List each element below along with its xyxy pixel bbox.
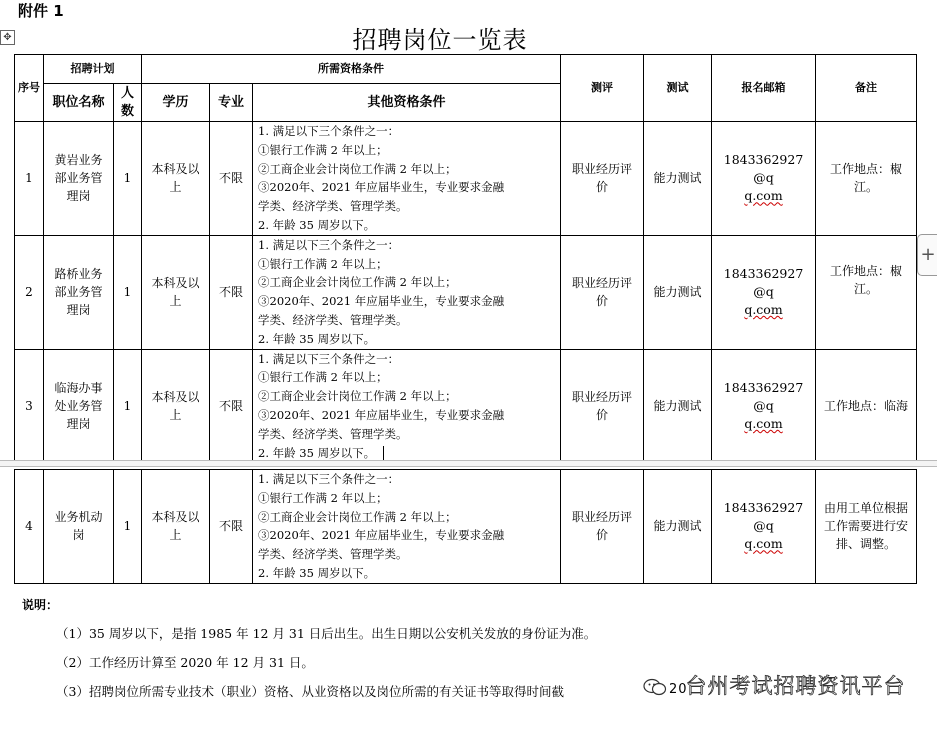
header-education: 学历 (142, 84, 210, 122)
assessment-cell: 职业经历评价 (561, 235, 644, 349)
education-cell: 本科及以上 (142, 235, 210, 349)
assessment-cell: 职业经历评价 (561, 122, 644, 236)
count-cell: 1 (114, 235, 142, 349)
conditions-cell[interactable]: 1. 满足以下三个条件之一： ①银行工作满 2 年以上； ②工商企业会计岗位工作满 2 年以上； ③2020年、2021 年应届毕业生，专业要求金融 学类、经济学类、管理学类。 2. 年龄 35 周岁以下。 (253, 122, 561, 236)
education-cell: 本科及以上 (142, 349, 210, 463)
count-cell: 1 (114, 349, 142, 463)
education-cell: 本科及以上 (142, 470, 210, 584)
email-cell: 1843362927 @q q.com (712, 122, 816, 236)
watermark: 20台州考试招聘资讯平台 (669, 674, 906, 698)
seq-cell: 4 (15, 470, 44, 584)
header-plan: 招聘计划 (44, 55, 142, 84)
seq-cell: 2 (15, 235, 44, 349)
test-cell: 能力测试 (644, 470, 712, 584)
header-qualifications: 所需资格条件 (142, 55, 561, 84)
remarks-cell: 工作地点：椒江。 (816, 235, 917, 349)
major-cell: 不限 (210, 122, 253, 236)
assessment-cell: 职业经历评价 (561, 470, 644, 584)
test-cell: 能力测试 (644, 122, 712, 236)
assessment-cell: 职业经历评价 (561, 349, 644, 463)
email-cell: 1843362927 @q q.com (712, 235, 816, 349)
conditions-cell[interactable]: 1. 满足以下三个条件之一： ①银行工作满 2 年以上； ②工商企业会计岗位工作满 2 年以上； ③2020年、2021 年应届毕业生，专业要求金融 学类、经济学类、管理学类。 2. 年龄 35 周岁以下。 (253, 470, 561, 584)
recruitment-table-continued (14, 469, 917, 584)
email-cell: 1843362927 @q q.com (712, 470, 816, 584)
major-cell: 不限 (210, 349, 253, 463)
page-break (0, 460, 937, 467)
major-cell: 不限 (210, 470, 253, 584)
test-cell: 能力测试 (644, 349, 712, 463)
header-seq: 序号 (15, 55, 44, 122)
recruitment-table (14, 54, 917, 463)
remarks-cell: 工作地点：椒江。 (816, 122, 917, 236)
education-cell: 本科及以上 (142, 122, 210, 236)
test-cell: 能力测试 (644, 235, 712, 349)
table-row (15, 349, 917, 463)
note-item: （1）35 周岁以下，是指 1985 年 12 月 31 日后出生。出生日期以公安机关发放的身份证为准。 (56, 626, 597, 641)
position-cell: 黄岩业务部业务管理岗 (44, 122, 114, 236)
seq-cell: 3 (15, 349, 44, 463)
header-assessment: 测评 (561, 55, 644, 122)
header-position: 职位名称 (44, 84, 114, 122)
count-cell: 1 (114, 470, 142, 584)
conditions-cell[interactable]: 1. 满足以下三个条件之一： ①银行工作满 2 年以上； ②工商企业会计岗位工作满 2 年以上； ③2020年、2021 年应届毕业生，专业要求金融 学类、经济学类、管理学类。 2. 年龄 35 周岁以下。 (253, 235, 561, 349)
header-email: 报名邮箱 (712, 55, 816, 122)
table-row (15, 470, 917, 584)
position-cell: 路桥业务部业务管理岗 (44, 235, 114, 349)
table-move-handle-icon[interactable]: ✥ (0, 30, 15, 45)
remarks-cell: 由用工单位根据工作需要进行安排、调整。 (816, 470, 917, 584)
position-cell: 业务机动岗 (44, 470, 114, 584)
position-cell: 临海办事处业务管理岗 (44, 349, 114, 463)
seq-cell: 1 (15, 122, 44, 236)
note-item: （3）招聘岗位所需专业技术（职业）资格、从业资格以及岗位所需的有关证书等取得时间截 (56, 684, 564, 699)
table-row (15, 122, 917, 236)
header-test: 测试 (644, 55, 712, 122)
attachment-label: 附件 1 (18, 2, 64, 20)
email-cell: 1843362927 @q q.com (712, 349, 816, 463)
page-title: 招聘岗位一览表 (352, 26, 528, 54)
text-cursor (383, 446, 384, 461)
add-column-plus-icon[interactable]: + (917, 234, 937, 276)
remarks-cell: 工作地点：临海 (816, 349, 917, 463)
count-cell: 1 (114, 122, 142, 236)
major-cell: 不限 (210, 235, 253, 349)
header-count: 人数 (114, 84, 142, 122)
header-major: 专业 (210, 84, 253, 122)
note-item: （2）工作经历计算至 2020 年 12 月 31 日。 (56, 655, 314, 670)
table-row (15, 235, 917, 349)
header-other: 其他资格条件 (253, 84, 561, 122)
notes-heading: 说明： (22, 598, 59, 612)
header-remarks: 备注 (816, 55, 917, 122)
conditions-cell[interactable]: 1. 满足以下三个条件之一： ①银行工作满 2 年以上； ②工商企业会计岗位工作满 2 年以上； ③2020年、2021 年应届毕业生，专业要求金融 学类、经济学类、管理学类。 2. 年龄 35 周岁以下。 (253, 349, 561, 463)
